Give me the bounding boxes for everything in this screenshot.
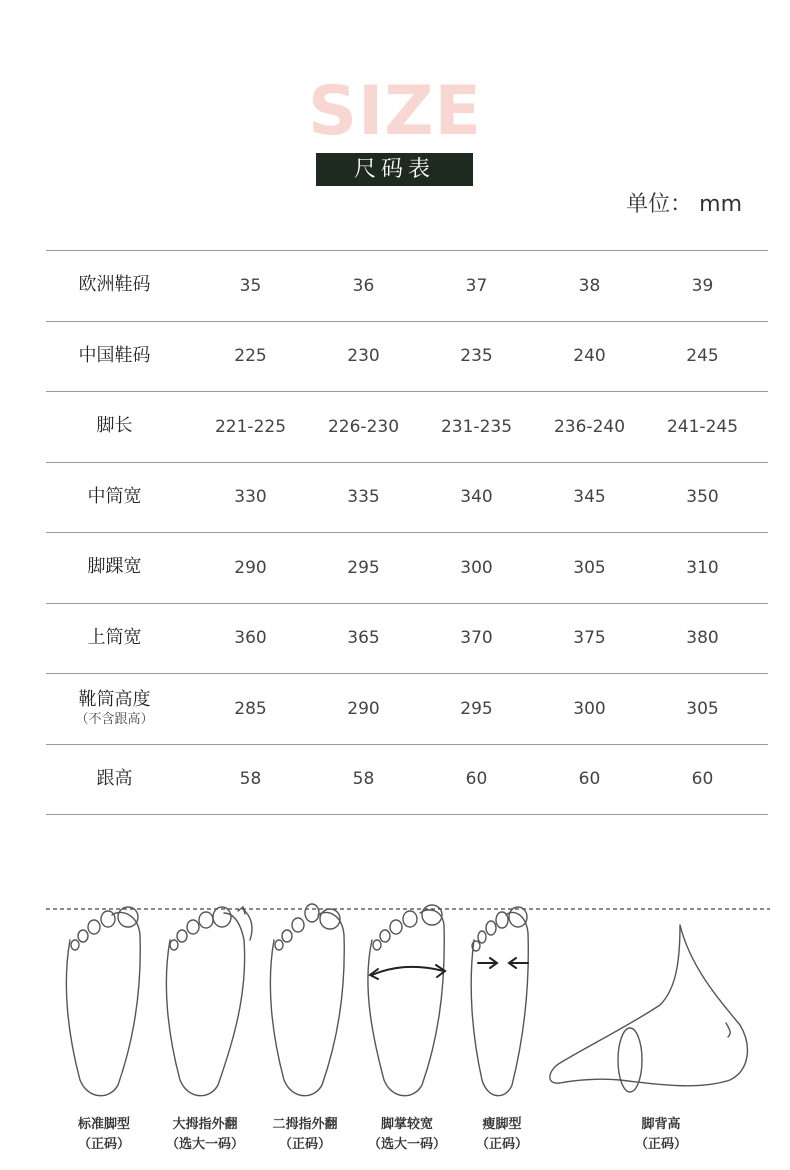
table-cell: 60 bbox=[578, 769, 601, 790]
high-instep-foot-icon bbox=[550, 909, 770, 1092]
table-cell: 240 bbox=[573, 346, 606, 367]
table-cell: 360 bbox=[234, 628, 267, 649]
row-label: 中筒宽 bbox=[87, 485, 142, 507]
table-row bbox=[46, 251, 768, 322]
table-cell: 36 bbox=[352, 275, 375, 296]
table-cell: 295 bbox=[347, 557, 380, 578]
table-cell: 370 bbox=[460, 628, 493, 649]
table-cell: 37 bbox=[465, 275, 488, 296]
size-table bbox=[46, 250, 768, 815]
table-row bbox=[46, 533, 768, 604]
foot-type-wide: 脚掌较宽 （选大一码） bbox=[367, 1117, 446, 1153]
row-label: 跟高 bbox=[96, 767, 133, 789]
table-cell: 305 bbox=[686, 698, 719, 719]
table-cell: 365 bbox=[347, 628, 380, 649]
row-label: 上筒宽 bbox=[87, 626, 142, 648]
table-cell: 231-235 bbox=[440, 416, 513, 437]
table-cell: 285 bbox=[234, 698, 267, 719]
table-row bbox=[46, 322, 768, 393]
row-label: 脚长 bbox=[96, 415, 133, 437]
table-cell: 375 bbox=[573, 628, 606, 649]
foot-type-slim: 瘦脚型 （正码） bbox=[475, 1117, 528, 1153]
table-row bbox=[46, 392, 768, 463]
table-cell: 300 bbox=[460, 557, 493, 578]
foot-outlines bbox=[0, 895, 790, 1115]
row-label: 中国鞋码 bbox=[78, 344, 151, 366]
table-cell: 221-225 bbox=[214, 416, 287, 437]
table-cell: 230 bbox=[347, 346, 380, 367]
table-cell: 58 bbox=[352, 769, 375, 790]
row-label: 欧洲鞋码 bbox=[78, 274, 151, 296]
table-cell: 330 bbox=[234, 487, 267, 508]
row-sublabel: （不含跟高） bbox=[75, 711, 154, 727]
table-cell: 60 bbox=[465, 769, 488, 790]
table-cell: 236-240 bbox=[553, 416, 626, 437]
size-heading: SIZE bbox=[307, 72, 483, 151]
bunion-foot-icon bbox=[166, 907, 252, 1096]
table-cell: 340 bbox=[460, 487, 493, 508]
table-cell: 350 bbox=[686, 487, 719, 508]
table-cell: 35 bbox=[239, 275, 262, 296]
table-cell: 380 bbox=[686, 628, 719, 649]
table-cell: 245 bbox=[686, 346, 719, 367]
table-cell: 295 bbox=[460, 698, 493, 719]
table-row bbox=[46, 745, 768, 816]
foot-type-second-toe: 二拇指外翻 （正码） bbox=[272, 1117, 338, 1153]
table-cell: 300 bbox=[573, 698, 606, 719]
table-cell: 226-230 bbox=[327, 416, 400, 437]
table-cell: 345 bbox=[573, 487, 606, 508]
slim-foot-icon bbox=[471, 907, 528, 1096]
size-chart-title: 尺码表 bbox=[316, 153, 473, 186]
foot-type-bunion: 大拇指外翻 （选大一码） bbox=[165, 1117, 244, 1153]
table-cell: 241-245 bbox=[666, 416, 739, 437]
table-cell: 235 bbox=[460, 346, 493, 367]
second-toe-foot-icon bbox=[270, 904, 344, 1096]
table-cell: 335 bbox=[347, 487, 380, 508]
table-row bbox=[46, 674, 768, 745]
row-label: 靴筒高度 （不含跟高） bbox=[46, 690, 183, 728]
foot-type-standard: 标准脚型 （正码） bbox=[77, 1117, 130, 1153]
foot-type-high-instep: 脚背高 （正码） bbox=[634, 1117, 687, 1153]
table-cell: 290 bbox=[347, 698, 380, 719]
wide-foot-icon bbox=[368, 905, 445, 1096]
table-cell: 60 bbox=[691, 769, 714, 790]
unit-label: 单位： mm bbox=[626, 192, 742, 217]
table-cell: 290 bbox=[234, 557, 267, 578]
table-row bbox=[46, 463, 768, 534]
table-cell: 38 bbox=[578, 275, 601, 296]
table-cell: 58 bbox=[239, 769, 262, 790]
foot-type-illustrations bbox=[0, 895, 790, 1170]
standard-foot-icon bbox=[66, 907, 140, 1096]
table-cell: 39 bbox=[691, 275, 714, 296]
table-row bbox=[46, 604, 768, 675]
row-label: 脚踝宽 bbox=[87, 556, 142, 578]
table-cell: 225 bbox=[234, 346, 267, 367]
table-cell: 310 bbox=[686, 557, 719, 578]
table-cell: 305 bbox=[573, 557, 606, 578]
